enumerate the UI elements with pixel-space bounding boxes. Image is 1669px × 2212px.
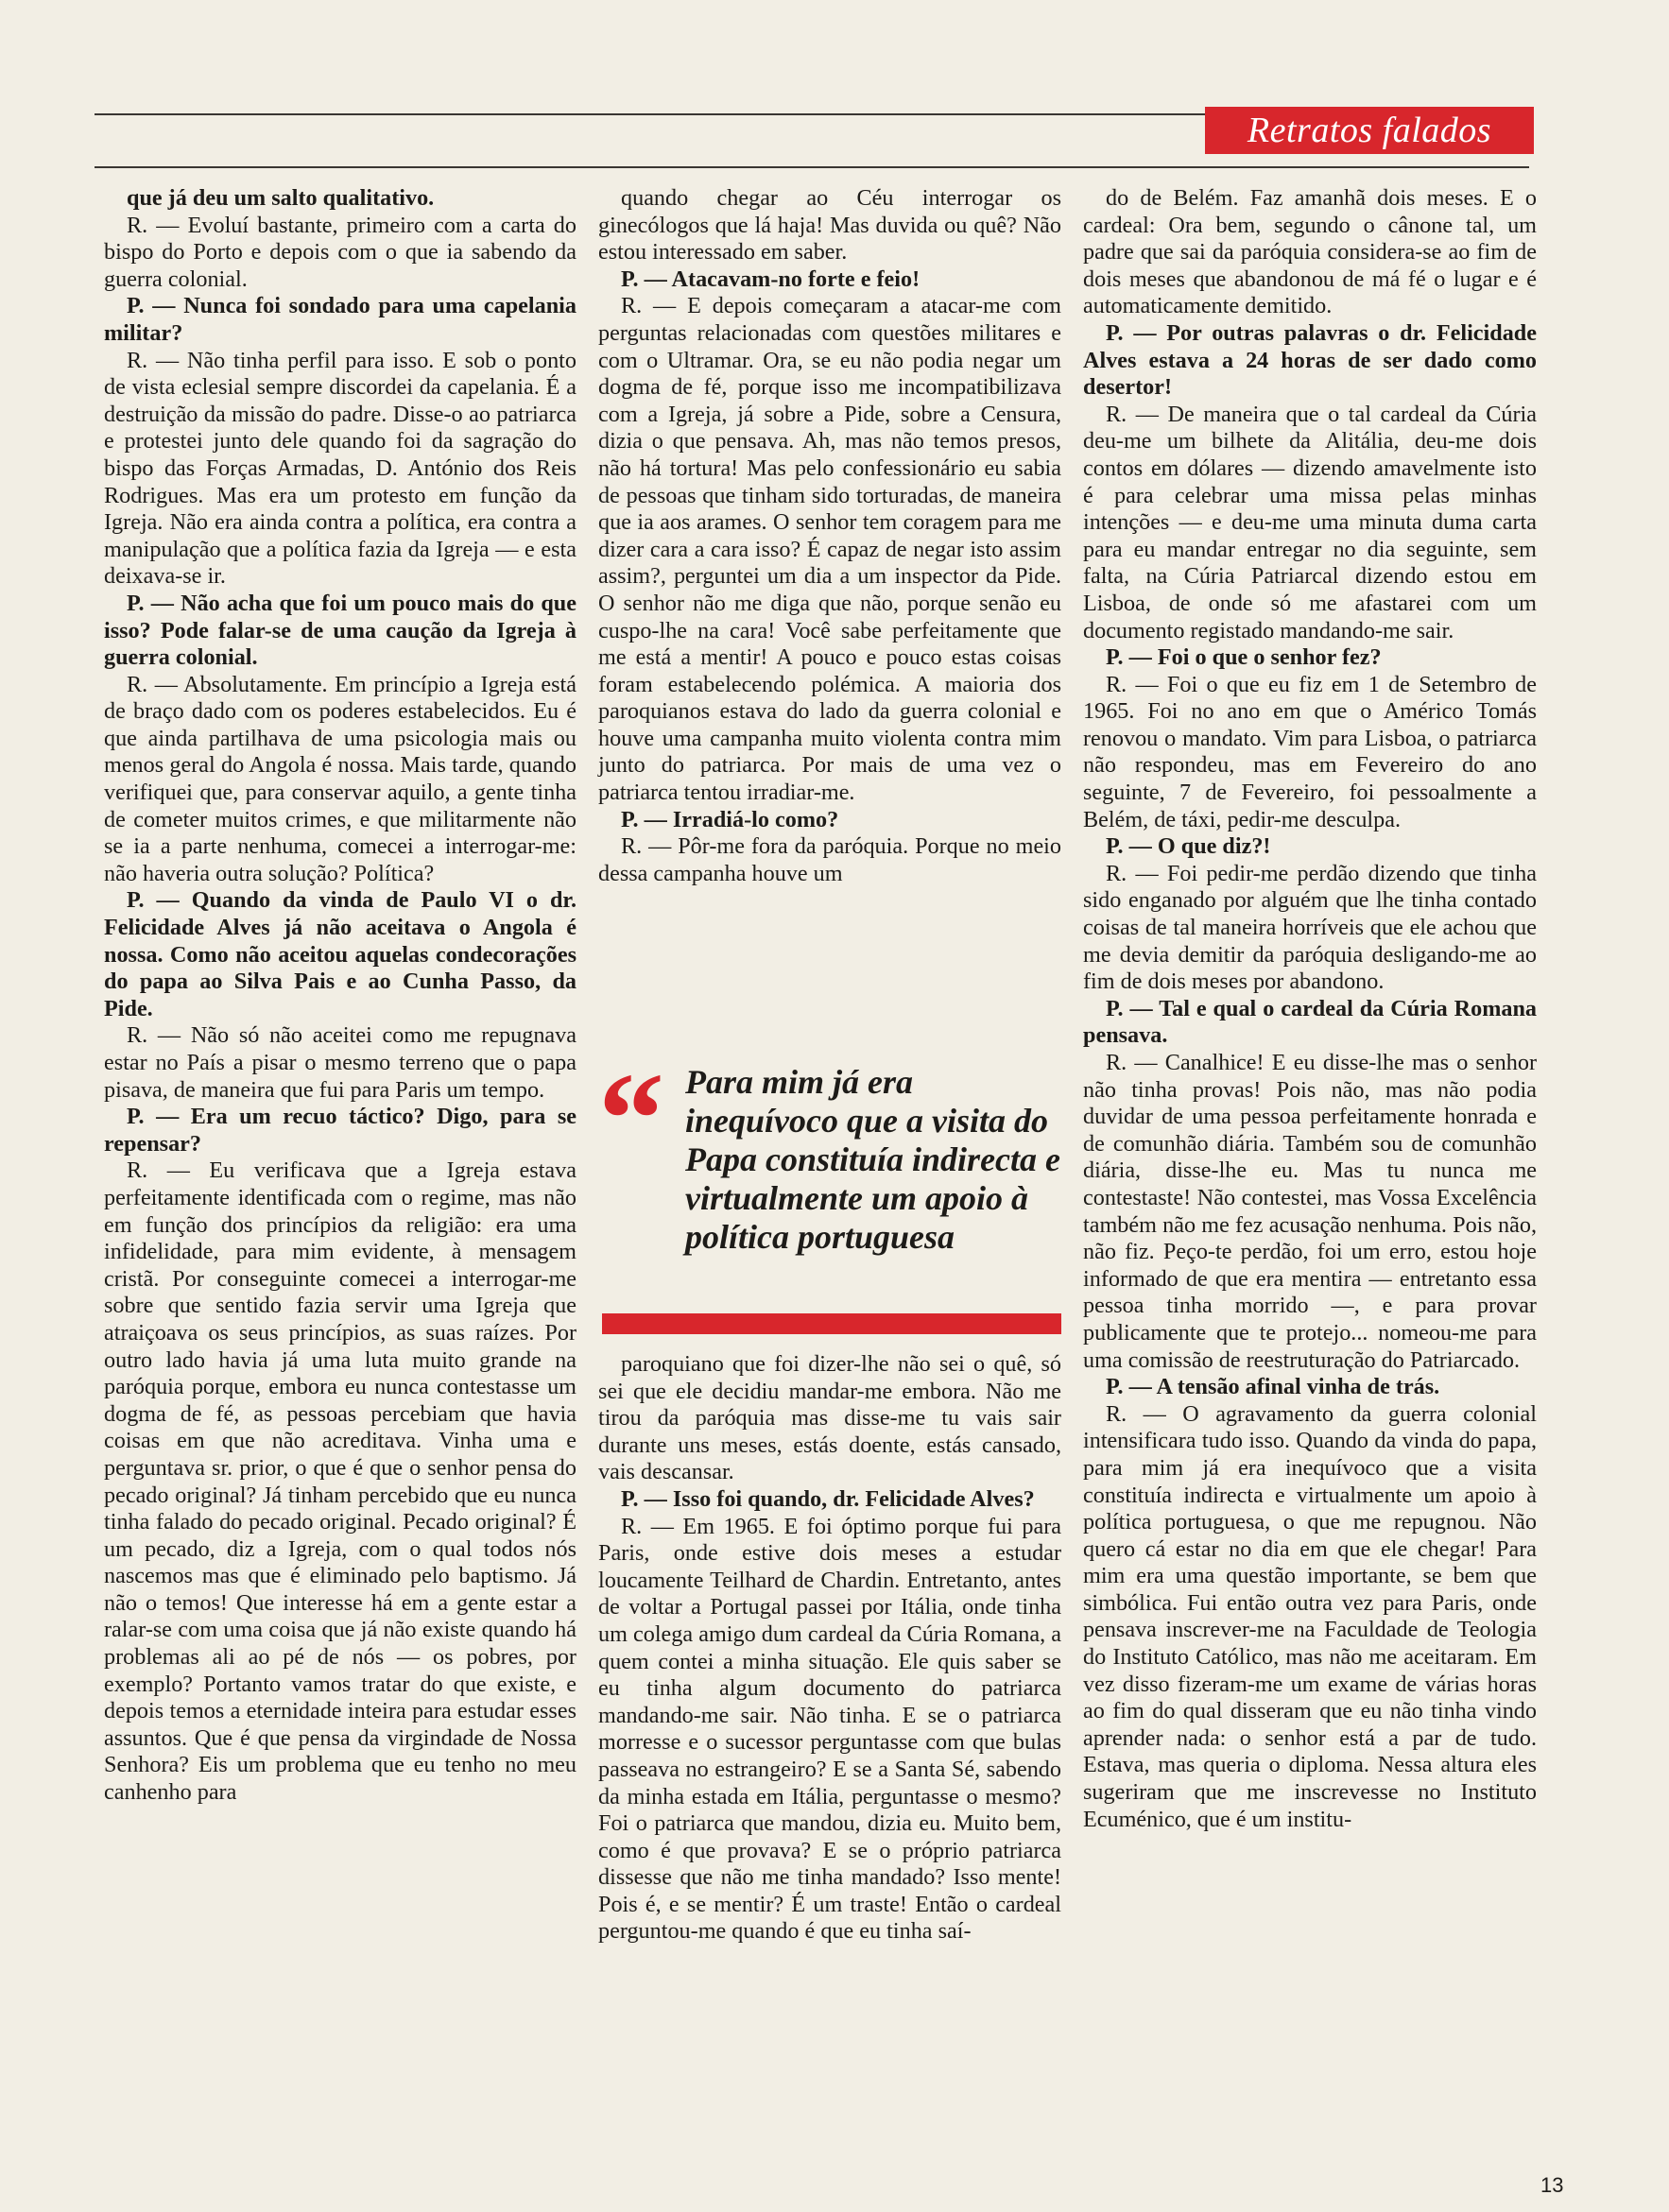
answer-paragraph: quando chegar ao Céu interrogar os ginecólogos que lá haja! Mas duvida ou quê? Não estou interessado em saber. [598, 185, 1061, 266]
answer-paragraph: R. — O agravamento da guerra colonial intensificara tudo isso. Quando da vinda do papa, para mim já era inequívoco que a visita constituía indirecta e virtualmente um apoio à política portuguesa, o que me repugnou. Não quero cá estar no dia em que ele chegar! Para mim era uma questão importante, se bem que simbólica. Fui então outra vez para Paris, onde pensava inscrever-me na Faculdade de Teologia do Instituto Católico, mas não me aceitaram. Em vez disso fizeram-me um exame de várias horas ao fim do qual disseram que eu não tinha vindo aprender nada: o senhor está a par de tudo. Estava, mas queria o diploma. Nessa altura eles sugeriram que me inscrevesse no Instituto Ecuménico, que é um institu- [1083, 1400, 1537, 1832]
question-paragraph: P. — A tensão afinal vinha de trás. [1106, 1374, 1440, 1400]
question-paragraph: P. — Não acha que foi um pouco mais do que isso? Pode falar-se de uma caução da Igreja à guerra colonial. [104, 590, 576, 671]
section-tag: Retratos falados [1205, 107, 1534, 154]
answer-paragraph: R. — De maneira que o tal cardeal da Cúria deu-me um bilhete da Alitália, deu-me dois contos em dólares — dizendo amavelmente isto é para celebrar uma missa pelas minhas intenções — e deu-me uma minuta duma carta para eu mandar entregar no dia seguinte, sem falta, na Cúria Patriarcal dizendo estou em Lisboa, de onde só me afastarei com um documento registado mandando-me sair. [1083, 401, 1537, 643]
column-1 [104, 185, 576, 1807]
question-paragraph: P. — Isso foi quando, dr. Felicidade Alves? [621, 1485, 1035, 1512]
header-rule-lower [95, 166, 1529, 168]
question-paragraph: P. — Atacavam-no forte e feio! [621, 266, 921, 292]
question-paragraph: que já deu um salto qualitativo. [127, 185, 435, 211]
answer-paragraph: R. — Pôr-me fora da paróquia. Porque no meio dessa campanha houve um [598, 833, 1061, 886]
pull-quote-text: Para mim já era inequívoco que a visita do Papa constituía indirecta e virtualmente um apoio à política portuguesa [685, 1063, 1061, 1256]
answer-paragraph: do de Belém. Faz amanhã dois meses. E o cardeal: Ora bem, segundo o cânone tal, um padre que sai da paróquia considera-se ao fim de dois meses que abandonou de má fé o lugar e é automaticamente demitido. [1083, 185, 1537, 319]
question-paragraph: P. — Tal e qual o cardeal da Cúria Romana pensava. [1083, 995, 1537, 1049]
quote-mark-icon: “ [598, 1046, 664, 1192]
answer-paragraph: R. — Foi o que eu fiz em 1 de Setembro de 1965. Foi no ano em que o Américo Tomás renovou o mandato. Vim para Lisboa, o patriarca não respondeu, mas em Fevereiro do ano seguinte, 7 de Fevereiro, foi pessoalmente a Belém, de táxi, pedir-me desculpa. [1083, 671, 1537, 832]
question-paragraph: P. — Quando da vinda de Paulo VI o dr. Felicidade Alves já não aceitava o Angola é nossa. Como não aceitou aquelas condecorações do papa ao Silva Pais e ao Cunha Passo, da Pide. [104, 887, 576, 1021]
answer-paragraph: R. — E depois começaram a atacar-me com perguntas relacionadas com questões militares e com o Ultramar. Ora, se eu não podia negar um dogma de fé, porque isso me incompatibilizava com a Igreja, já sobre a Pide, sobre a Censura, dizia o que pensava. Ah, mas não temos presos, não há tortura! Mas pelo confessionário eu sabia de pessoas que tinham sido torturadas, de maneira que ia aos arames. O senhor tem coragem para me dizer cara a cara isso? É capaz de negar isto assim assim?, perguntei um dia a um inspector da Pide. O senhor não me diga que não, porque senão eu cuspo-lhe na cara! Você sabe perfeitamente que me está a mentir! A pouco e pouco estas coisas foram estabelecendo polémica. A maioria dos paroquianos estava do lado da guerra colonial e houve uma campanha muito violenta contra mim junto do patriarca. Por mais de uma vez o patriarca tentou irradiar-me. [598, 293, 1061, 806]
question-paragraph: P. — Nunca foi sondado para uma capelania militar? [104, 293, 576, 346]
question-paragraph: P. — Era um recuo táctico? Digo, para se repensar? [104, 1104, 576, 1157]
question-paragraph: P. — O que diz?! [1106, 833, 1271, 860]
question-paragraph: P. — Foi o que o senhor fez? [1106, 644, 1382, 671]
question-paragraph: P. — Por outras palavras o dr. Felicidade Alves estava a 24 horas de ser dado como desertor! [1083, 319, 1537, 401]
answer-paragraph: R. — Evoluí bastante, primeiro com a carta do bispo do Porto e depois com o que ia sabendo da guerra colonial. [104, 212, 576, 292]
answer-paragraph: paroquiano que foi dizer-lhe não sei o quê, só sei que ele decidiu mandar-me embora. Não me tirou da paróquia mas disse-me tu vais sair durante uns meses, estás doente, estás cansado, vais descansar. [598, 1351, 1061, 1485]
answer-paragraph: R. — Foi pedir-me perdão dizendo que tinha sido enganado por alguém que lhe tinha contado coisas de tal maneira horríveis que ele achou que me devia demitir da paróquia desligando-me ao fim de dois meses por abandono. [1083, 860, 1537, 995]
pull-quote [598, 1046, 1061, 1337]
question-paragraph: P. — Irradiá-lo como? [621, 806, 839, 832]
answer-paragraph: R. — Absolutamente. Em princípio a Igreja está de braço dado com os poderes estabelecidos. Eu é que ainda partilhava de uma psicologia mais ou menos geral do Angola é nossa. Mais tarde, quando verifiquei que, para conservar aquilo, a gente tinha de cometer muitos crimes, e que militarmente não se ia a parte nenhuma, comecei a interrogar-me: não haveria outra solução? Política? [104, 671, 576, 886]
column-2 [598, 185, 1061, 887]
page-number: 13 [1540, 2173, 1564, 2197]
pull-quote-bar [602, 1313, 1061, 1334]
answer-paragraph: R. — Não só não aceitei como me repugnava estar no País a pisar o mesmo terreno que o papa pisava, de maneira que fui para Paris um tempo. [104, 1022, 576, 1103]
answer-paragraph: R. — Eu verificava que a Igreja estava perfeitamente identificada com o regime, mas não em função dos princípios da religião: era uma infidelidade, para mim evidente, à mensagem cristã. Por conseguinte comecei a interrogar-me sobre que sentido fazia servir uma Igreja que atraiçoava os seus princípios, as suas raízes. Por outro lado havia já uma luta muito grande na paróquia porque, embora eu nunca contestasse um dogma de fé, as pessoas percebiam que havia coisas em que não acreditava. Vinha uma e perguntava sr. prior, o que é que o senhor pensa do pecado original? Já tinham percebido que eu nunca tinha falado do pecado original. Pecado original? É um pecado, diz a Igreja, com o qual todos nós nascemos mas que é eliminado pelo baptismo. Já não o temos! Que interesse há em a gente estar a ralar-se com uma coisa que já não existe quando há problemas ali ao pé de nós — os pobres, por exemplo? Portanto vamos tratar do que existe, e depois temos a eternidade inteira para estudar esses assuntos. Que é que pensa da virgindade de Nossa Senhora? Eis um problema que eu tenho no meu canhenho para [104, 1157, 576, 1806]
answer-paragraph: R. — Em 1965. E foi óptimo porque fui para Paris, onde estive dois meses a estudar loucamente Teilhard de Chardin. Entretanto, antes de voltar a Portugal passei por Itália, onde tinha um colega amigo dum cardeal da Cúria Romana, a quem contei a minha situação. Ele quis saber se eu tinha algum documento do patriarca mandando-me sair. Não tinha. E se o patriarca morresse e o sucessor perguntasse com que bulas passeava no estrangeiro? E se a Santa Sé, sabendo da minha estada em Itália, perguntasse o mesmo? Foi o patriarca que mandou, dizia eu. Muito bem, como é que provava? E se o próprio patriarca dissesse que não me tinha mandado? Isso mente! Pois é, e se mentir? É um traste! Então o cardeal perguntou-me quando é que eu tinha saí- [598, 1513, 1061, 1945]
answer-paragraph: R. — Não tinha perfil para isso. E sob o ponto de vista eclesial sempre discordei da capelania. É a destruição da missão do padre. Disse-o ao patriarca e protestei junto dele quando foi da sagração do bispo das Forças Armadas, D. António dos Reis Rodrigues. Mas era um protesto em função da Igreja. Não era ainda contra a política, era contra a manipulação que a política fazia da Igreja — e esta deixava-se ir. [104, 347, 576, 590]
answer-paragraph: R. — Canalhice! E eu disse-lhe mas o senhor não tinha provas! Pois não, mas não podia duvidar de uma pessoa perfeitamente honrada e de comunhão diária. Também sou de comunhão diária, disse-lhe eu. Mas tu nunca me contestaste! Não contestei, mas Vossa Excelência também não me fez acusação nenhuma. Pois não, não fiz. Peço-te perdão, foi um erro, estou hoje informado de que era mentira — entretanto essa pessoa tinha morrido —, e para provar publicamente que te protejo... nomeou-me para uma comissão de reestruturação do Patriarcado. [1083, 1050, 1537, 1373]
column-2-continued [598, 1351, 1061, 1946]
column-3 [1083, 185, 1537, 1833]
